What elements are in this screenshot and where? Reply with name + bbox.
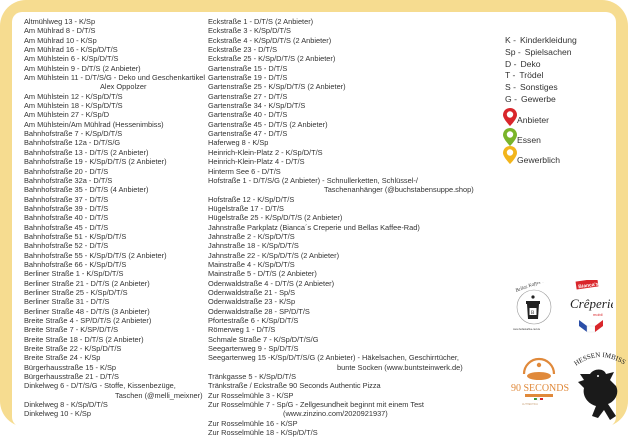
address-entry: Bahnhofstraße 39 - D/T/S [24, 203, 109, 213]
address-entry: Eckstraße 1 - D/T/S (2 Anbieter) [208, 17, 314, 26]
address-entry: Bahnhofstraße 37 - D/T/S [24, 194, 109, 204]
address-entry: Bahnhofstraße 55 - K/Sp/D/T/S (2 Anbieter) [24, 250, 167, 260]
legend-row [505, 94, 577, 106]
address-entry: Breite Straße 24 - K/Sp [24, 353, 101, 363]
logo-hessen-imbiss [570, 346, 632, 428]
address-entry: Gartenstraße 40 - D/T/S [208, 110, 288, 120]
address-entry: Seegartenweg 15 -K/Sp/D/T/S/G (2 Anbieter) - Häkelsachen, Geschirrtücher, [208, 353, 459, 363]
legend-code: Sp - [505, 46, 521, 57]
address-entry: Breite Straße 4 - SP/D/T/S (2 Anbieter) [24, 316, 152, 325]
svg-text:Bianca's: Bianca's [577, 281, 599, 291]
address-entry: Römerweg 1 - D/T/S [208, 325, 276, 335]
address-entry: Gartenstraße 47 - D/T/S [208, 129, 288, 139]
legend-label: Kinderkleidung [519, 35, 577, 45]
address-entry: Gartenstraße 45 - D/T/S (2 Anbieter) [208, 119, 328, 129]
address-entry: Am Mühlstein 11 - D/T/S/G - Deko und Geschenkartikel [24, 73, 206, 83]
legend-label: Deko [520, 58, 541, 69]
address-entry: Bahnhofstraße 7 - K/Sp/D/T/S [24, 129, 123, 139]
svg-text:90 SECONDS: 90 SECONDS [511, 383, 570, 394]
address-entry: Bahnhofstraße 45 - D/T/S [24, 222, 109, 232]
address-entry-continuation: (www.zinzino.com/2020921937) [283, 409, 388, 419]
address-entry: Bahnhofstraße 20 - D/T/S [24, 166, 109, 176]
address-entry: Haferweg 8 - K/Sp [208, 138, 269, 148]
address-entry: Am Mühlstein 27 - K/Sp/D [24, 110, 110, 120]
legend-marker-gewerblich: Gewerblich [517, 155, 560, 165]
address-entry: Odenwaldstraße 4 - D/T/S (2 Anbieter) [208, 278, 335, 288]
legend-row [505, 82, 577, 94]
legend-row [505, 59, 577, 71]
address-entry: Am Mühlstein 9 - D/T/S (2 Anbieter) [24, 63, 141, 73]
legend-abbreviations [505, 35, 577, 106]
address-entry: Berliner Straße 25 - K/Sp/D/T/S [24, 287, 128, 297]
address-entry: Altmühlweg 13 - K/Sp [24, 17, 96, 26]
svg-text:AUTHENTICA: AUTHENTICA [522, 403, 538, 406]
address-entry: Heinrich-Klein-Platz 4 - D/T/S [208, 157, 305, 167]
svg-text:HESSEN IMBISS: HESSEN IMBISS [572, 350, 628, 368]
address-entry: Bahnhofstraße 32a - D/T/S [24, 175, 113, 185]
legend-label: Sonstiges [519, 82, 558, 93]
address-entry: Breite Straße 18 - D/T/S (2 Anbieter) [24, 334, 144, 344]
address-entry: Dinkelweg 10 - K/Sp [24, 409, 91, 419]
address-entry: Zur Rosselmühle 16 - K/SP [208, 418, 298, 428]
legend-row [505, 70, 577, 82]
address-entry: Am Mühlrad 16 - K/Sp/D/T/S [24, 45, 118, 55]
address-entry: Bahnhofstraße 66 - K/Sp/D/T/S [24, 259, 127, 269]
address-entry: Hofstraße 12 - K/Sp/D/T/S [208, 194, 295, 204]
address-entry: Jahnstraße 2 - K/Sp/D/T/S [208, 231, 295, 241]
address-entry: Pfortestraße 6 - K/Sp/D/T/S [208, 316, 299, 325]
address-entry: Am Mühlstein 12 - K/Sp/D/T/S [24, 91, 123, 101]
legend-label: Spielsachen [524, 46, 572, 57]
address-entry: Mainstraße 5 - D/T/S (2 Anbieter) [208, 269, 317, 279]
address-entry: Gartenstraße 27 - D/T/S [208, 91, 288, 101]
address-entry: Am Mühlrad 10 - K/Sp [24, 35, 97, 45]
address-entry: Gartenstraße 15 - D/T/S [208, 63, 288, 73]
svg-text:www.bellaskaffee-rad.de: www.bellaskaffee-rad.de [513, 328, 541, 331]
address-entry: Hügelstraße 25 - K/Sp/D/T/S (2 Anbieter) [208, 213, 343, 223]
map-pin-yellow-icon [503, 146, 517, 164]
address-entry-continuation: Alex Oppolzer [100, 82, 147, 92]
address-entry: Eckstraße 25 - K/Sp/D/T/S (2 Anbieter) [208, 54, 336, 64]
address-entry: Bürgerhausstraße 21 - D/T/S [24, 372, 119, 382]
address-entry: Odenwaldstraße 28 - SP/D/T/S [208, 306, 310, 316]
address-entry: Am Mühlstein/Am Mühlrad (Hessenimbiss) [24, 119, 164, 129]
address-entry: Jahnstraße 22 - K/Sp/D/T/S (2 Anbieter) [208, 250, 340, 260]
address-list-column-2 [208, 17, 474, 437]
legend-row [505, 47, 577, 59]
address-entry: Bahnhofstraße 19 - K/Sp/D/T/S (2 Anbieter) [24, 157, 167, 167]
address-entry: Breite Straße 22 - K/Sp/D/T/S [24, 344, 122, 354]
address-entry: Jahnstraße 18 - K/Sp/D/T/S [208, 241, 299, 251]
address-list-column-1 [24, 17, 205, 419]
svg-text:B: B [531, 311, 535, 316]
legend-code: K - [505, 35, 516, 45]
address-entry: Hinterm See 6 - D/T/S [208, 166, 281, 176]
address-entry: Bahnhofstraße 52 - D/T/S [24, 241, 109, 251]
address-entry: Eckstraße 4 - K/Sp/D/T/S (2 Anbieter) [208, 35, 332, 45]
legend-label: Trödel [519, 70, 544, 81]
address-entry: Seegartenweg 9 - Sp/D/T/S [208, 344, 299, 354]
address-entry: Gartenstraße 19 - D/T/S [208, 73, 288, 83]
legend-code: S - [505, 82, 516, 93]
svg-text:Bellas Kaffee-Rad: Bellas Kaffee-Rad [514, 282, 552, 294]
address-entry: Am Mühlstein 6 - K/Sp/D/T/S [24, 54, 119, 64]
address-entry: Zur Rosselmühle 3 - K/SP [208, 390, 294, 400]
address-entry: Hügelstraße 17 - D/T/S [208, 203, 284, 213]
address-entry: Jahnstraße Parkplatz (Bianca´s Creperie und Bellas Kaffee-Rad) [208, 222, 420, 232]
address-entry: Berliner Straße 21 - D/T/S (2 Anbieter) [24, 278, 150, 288]
logo-90-seconds-pizza [508, 350, 570, 406]
legend-code: T - [505, 70, 516, 81]
address-entry: Berliner Straße 48 - D/T/S (3 Anbieter) [24, 306, 150, 316]
address-entry: Schmale Straße 7 - K/Sp/D/T/S/G [208, 334, 319, 344]
address-entry: Eckstraße 3 - K/Sp/D/T/S [208, 26, 291, 36]
map-pin-green-icon [503, 128, 517, 146]
legend-marker-anbieter: Anbieter [517, 115, 550, 125]
legend-marker-essen: Essen [517, 135, 541, 145]
address-entry: Heinrich-Klein-Platz 2 - K/Sp/D/T/S [208, 147, 323, 157]
address-entry: Am Mühlrad 8 - D/T/S [24, 26, 96, 36]
address-entry-continuation: bunte Socken (www.buntsteinwerk.de) [337, 362, 463, 372]
address-entry: Hofstraße 1 - D/T/S/G (2 Anbieter) - Schnullerketten, Schlüssel-/ [208, 175, 418, 185]
address-entry: Gartenstraße 34 - K/Sp/D/T/S [208, 101, 306, 111]
address-entry: Mainstraße 4 - K/Sp/D/T/S [208, 259, 295, 269]
address-entry: Odenwaldstraße 21 - Sp/S [208, 287, 296, 297]
address-entry: Am Mühlstein 18 - K/Sp/D/T/S [24, 101, 123, 111]
address-entry-continuation: Taschen (@melli_meixner) [115, 390, 203, 400]
address-entry: Breite Straße 7 - K/SP/D/T/S [24, 325, 119, 335]
address-entry-continuation: Taschenanhänger (@buchstabensuppe.shop) [324, 185, 474, 195]
address-entry: Bürgerhausstraße 15 - K/Sp [24, 362, 117, 372]
address-entry: Tränkgasse 5 - K/Sp/D/T/S [208, 372, 297, 382]
svg-text:Crêperie: Crêperie [570, 296, 613, 311]
svg-text:mobil: mobil [593, 312, 603, 317]
address-entry: Berliner Straße 31 - D/T/S [24, 297, 110, 307]
address-entry: Zur Rosselmühle 18 - K/Sp/D/T/S [208, 428, 318, 438]
address-entry: Dinkelweg 6 - D/T/S/G - Stoffe, Kissenbezüge, [24, 381, 176, 391]
address-entry: Eckstraße 23 - D/T/S [208, 45, 277, 55]
legend-code: D - [505, 58, 517, 69]
legend-code: G - [505, 93, 517, 104]
address-entry: Gartenstraße 25 - K/Sp/D/T/S (2 Anbieter) [208, 82, 346, 92]
logo-biancas-creperie [567, 280, 613, 336]
address-entry: Bahnhofstraße 35 - D/T/S (4 Anbieter) [24, 185, 149, 195]
map-pin-red-icon [503, 108, 517, 126]
address-entry: Berliner Straße 1 - K/Sp/D/T/S [24, 269, 124, 279]
address-entry: Bahnhofstraße 51 - K/Sp/D/T/S [24, 231, 127, 241]
address-entry: Odenwaldstraße 23 - K/Sp [208, 297, 296, 307]
address-entry: Bahnhofstraße 40 - D/T/S [24, 213, 109, 223]
address-entry: Zur Rosselmühle 7 - Sp/G - Zellgesundheit beginnt mit einem Test [208, 400, 424, 410]
logo-bellas-kaffee-rad [508, 282, 558, 334]
address-entry: Dinkelweg 8 - K/Sp/D/T/S [24, 400, 108, 410]
address-entry: Tränkstraße / Eckstraße 90 Seconds Authentic Pizza [208, 381, 381, 391]
legend-row [505, 35, 577, 47]
legend-label: Gewerbe [520, 93, 556, 104]
address-entry: Bahnhofstraße 12a - D/T/S/G [24, 138, 121, 148]
address-entry: Bahnhofstraße 13 - D/T/S (2 Anbieter) [24, 147, 149, 157]
